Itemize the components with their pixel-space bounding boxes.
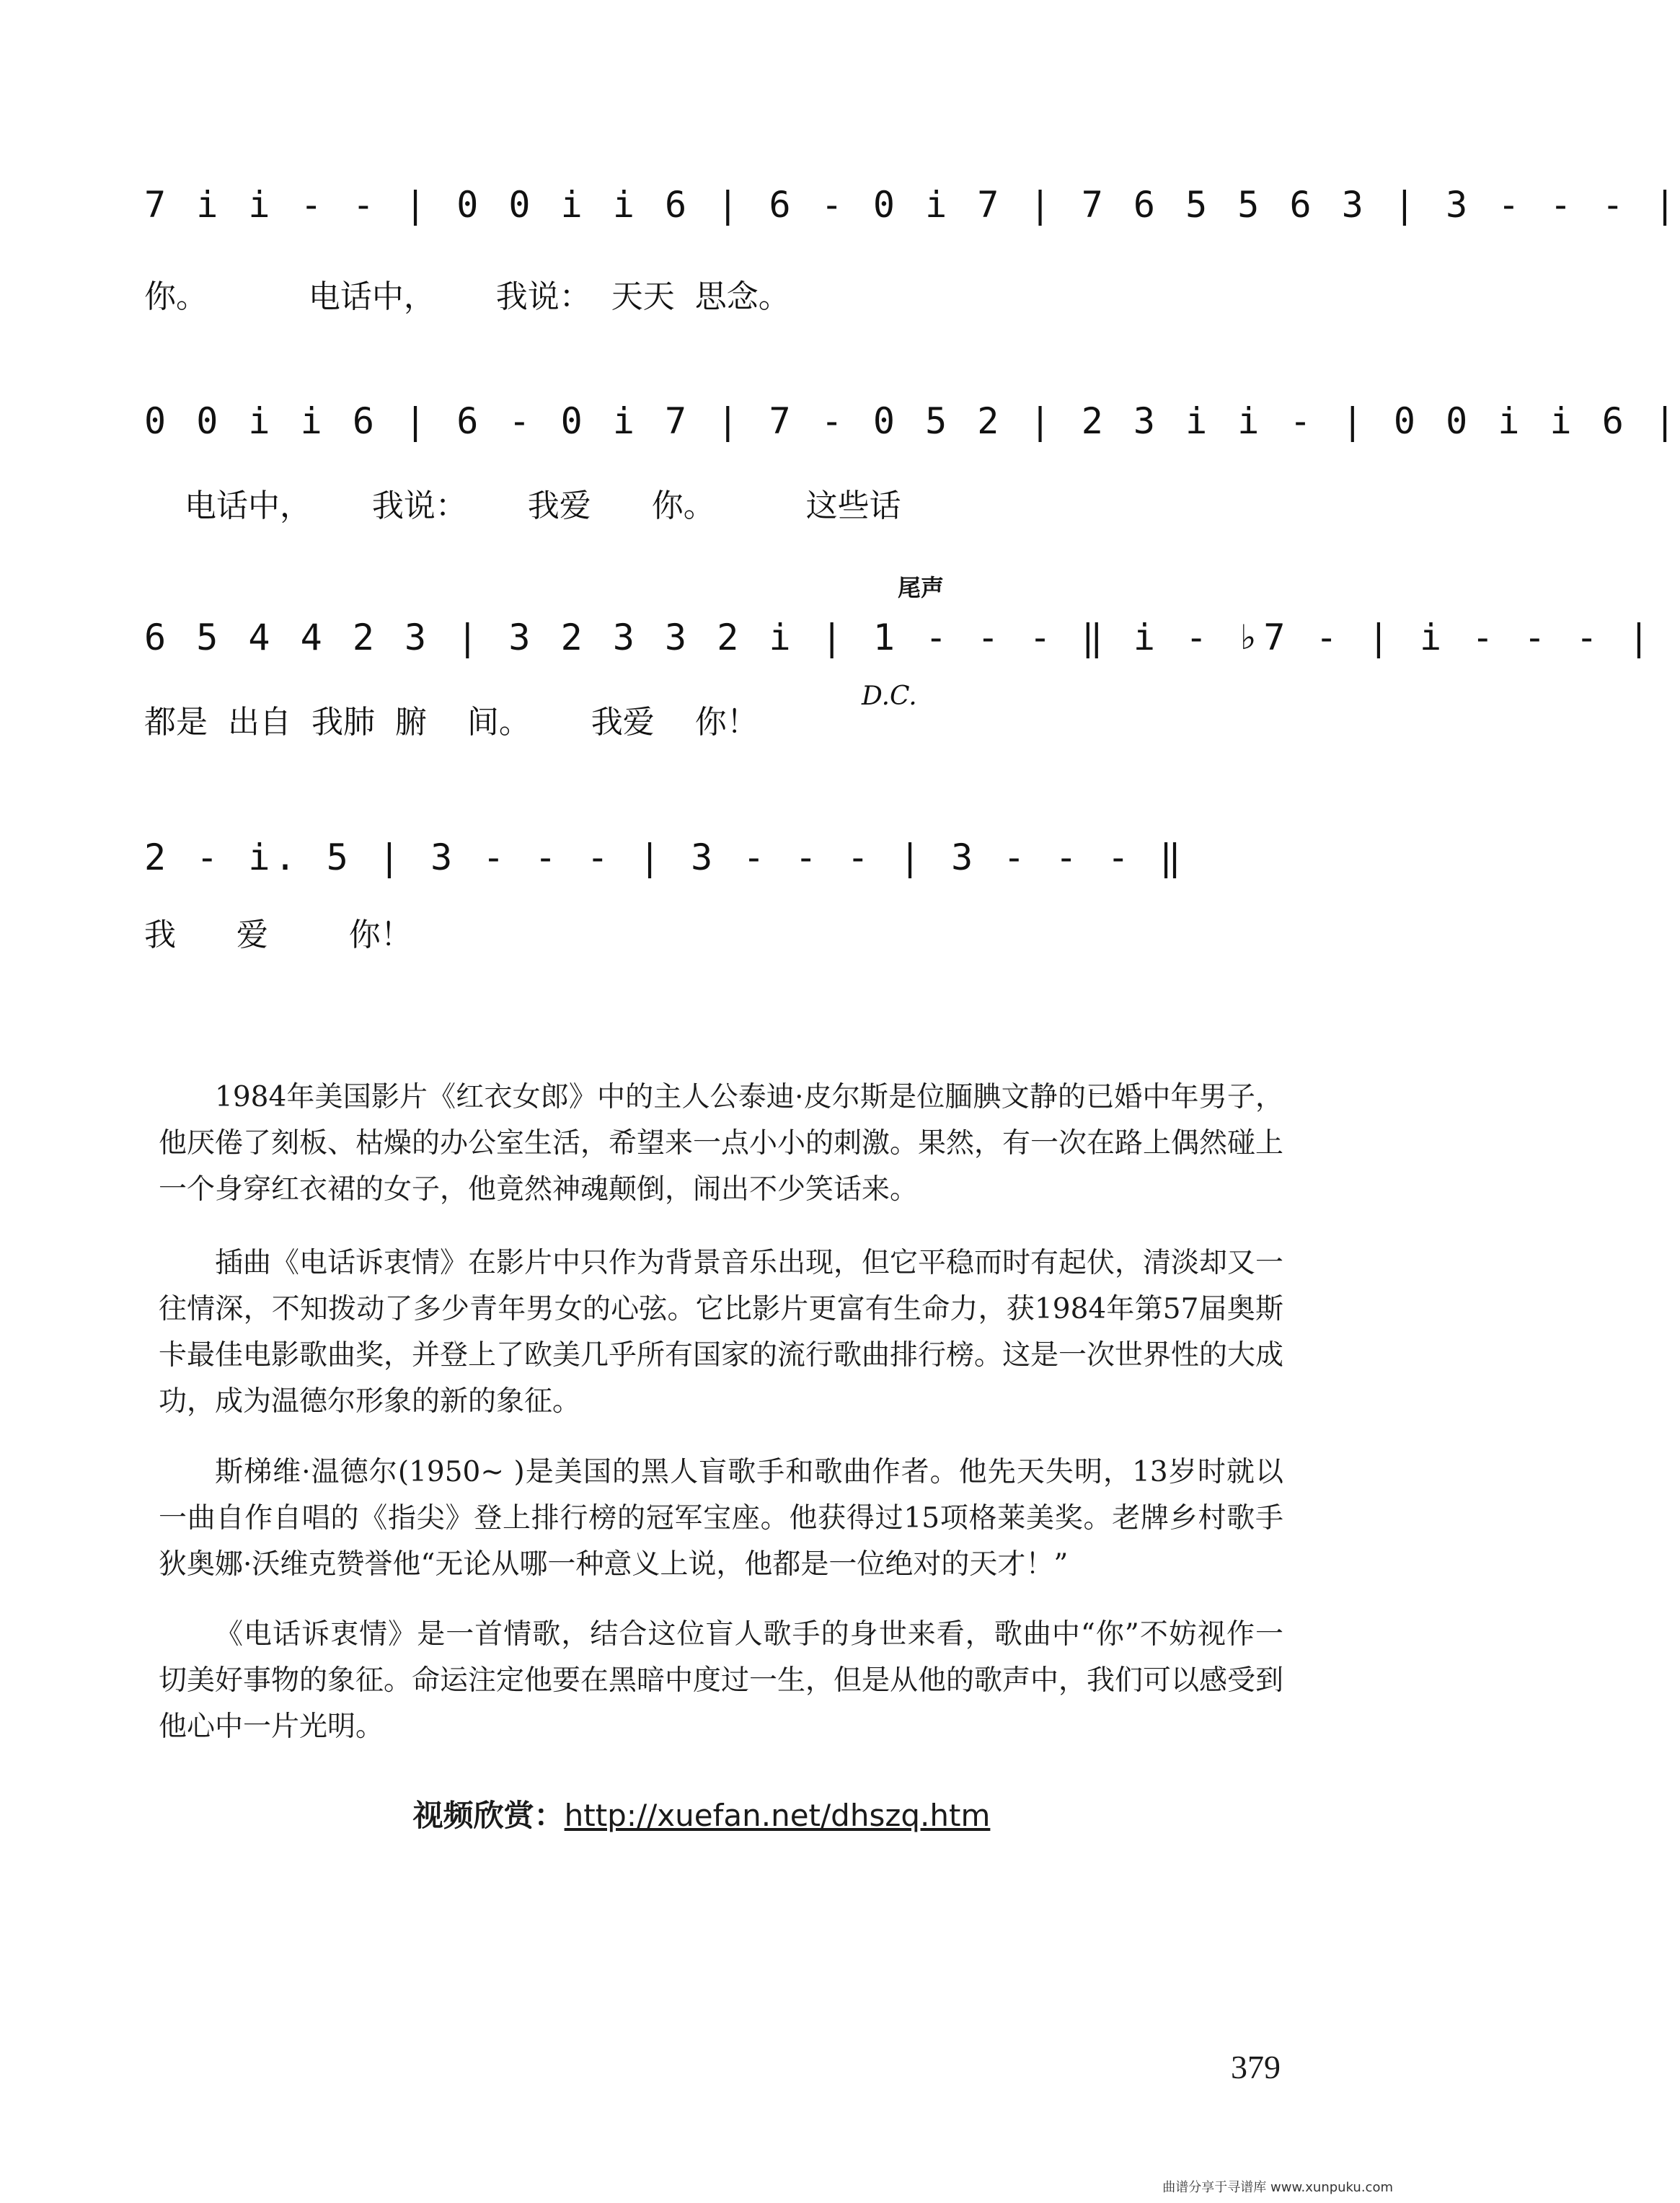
lyric-line-4: 我 爱 你！ (144, 917, 412, 953)
paragraph-2: 插曲《电话诉衷情》在影片中只作为背景音乐出现，但它平稳而时有起伏，清淡却又一往情深，不知拨动了多少青年男女的心弦。它比影片更富有生命力，获1984年第57届奥斯卡最佳电影歌曲奖，并登上了欧美几乎所有国家的流行歌曲排行榜。这是一次世界性的大成功，成为温德尔形象的新的象征。 (159, 1247, 1284, 1418)
notation-line-3: 6 5 4 4 2 3 | 3 2 3 3 2 i | 1 - - - ‖ i - ♭7 - | i - - - | (144, 617, 1654, 658)
notation-line-4: 2 - i. 5 | 3 - - - | 3 - - - | 3 - - - ‖ (144, 836, 1186, 878)
coda-label: 尾声 (898, 574, 945, 601)
video-label: 视频欣赏： (412, 1798, 565, 1833)
notation-line-1: 7 i i - - | 0 0 i i 6 | 6 - 0 i 7 | 7 6 5 5 6 3 | 3 - - - | (144, 184, 1680, 226)
paragraph-3: 斯梯维·温德尔(1950~ )是美国的黑人盲歌手和歌曲作者。他先天失明，13岁时就以一曲自作自唱的《指尖》登上排行榜的冠军宝座。他获得过15项格莱美奖。老牌乡村歌手狄奥娜·沃维克赞誉他“无论从哪一种意义上说，他都是一位绝对的天才！” (159, 1456, 1283, 1581)
video-reference (0, 1792, 1403, 1835)
dc-marking: D.C. (862, 681, 917, 711)
notation-line-2: 0 0 i i 6 | 6 - 0 i 7 | 7 - 0 5 2 | 2 3 i i - | 0 0 i i 6 | (144, 400, 1680, 442)
watermark-footer: 曲谱分享于寻谱库 www.xunpuku.com (1162, 2180, 1393, 2195)
video-link[interactable]: http://xuefan.net/dhszq.htm (564, 1798, 991, 1833)
page-number: 379 (1231, 2049, 1281, 2085)
lyric-line-1: 你。 电话中， 我说： 天天 思念。 (144, 278, 790, 315)
lyric-line-2: 电话中， 我说： 我爱 你。 这些话 (144, 487, 901, 524)
paragraph-4: 《电话诉衷情》是一首情歌，结合这位盲人歌手的身世来看，歌曲中“你”不妨视作一切美好事物的象征。命运注定他要在黑暗中度过一生，但是从他的歌声中，我们可以感受到他心中一片光明。 (159, 1618, 1284, 1743)
lyric-line-3: 都是 出自 我肺 腑 间。 我爱 你！ (144, 704, 759, 741)
paragraph-1: 1984年美国影片《红衣女郎》中的主人公泰迪·皮尔斯是位腼腆文静的已婚中年男子，他厌倦了刻板、枯燥的办公室生活，希望来一点小小的刺激。果然，有一次在路上偶然碰上一个身穿红衣裙的女子，他竟然神魂颠倒，闹出不少笑话来。 (159, 1081, 1284, 1206)
